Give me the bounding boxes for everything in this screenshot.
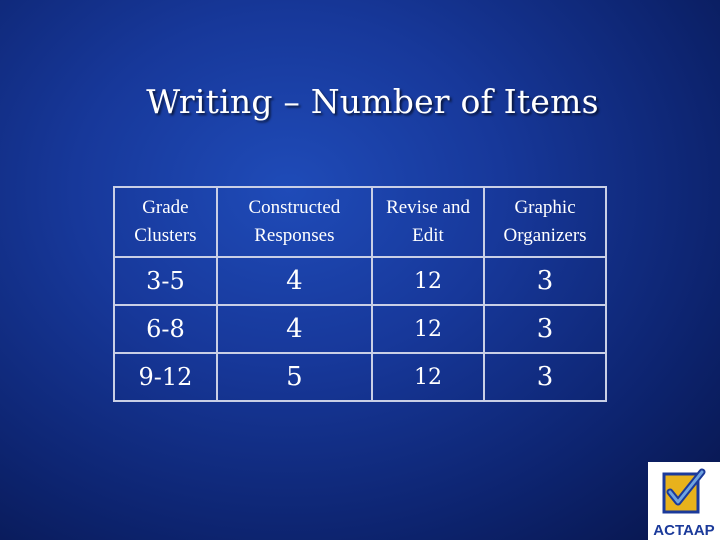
header-line: Responses	[254, 225, 335, 246]
cell-revise-and-edit: 12	[372, 353, 484, 401]
header-line: Revise and	[386, 196, 470, 218]
header-line: Grade	[142, 196, 189, 218]
table-header-row	[114, 187, 606, 257]
checkmark-icon	[658, 468, 710, 520]
cell-graphic-organizers: 3	[484, 353, 606, 401]
cell-grade: 9-12	[114, 353, 217, 401]
header-line: Graphic	[514, 196, 576, 218]
actaap-logo	[648, 462, 720, 540]
cell-graphic-organizers: 3	[484, 305, 606, 353]
cell-graphic-organizers: 3	[484, 257, 606, 305]
cell-revise-and-edit: 12	[372, 305, 484, 353]
cell-grade: 6-8	[114, 305, 217, 353]
table-row	[114, 257, 606, 305]
cell-constructed-responses: 4	[217, 257, 372, 305]
header-grade-clusters	[114, 187, 217, 257]
cell-revise-and-edit: 12	[372, 257, 484, 305]
logo-text: ACTAAP	[653, 522, 715, 539]
header-line: Clusters	[134, 225, 197, 246]
slide-title: Writing – Number of Items	[146, 82, 599, 121]
header-line: Constructed	[248, 196, 341, 218]
table-row	[114, 305, 606, 353]
header-graphic-organizers	[484, 187, 606, 257]
header-line: Edit	[412, 225, 444, 246]
cell-constructed-responses: 5	[217, 353, 372, 401]
header-constructed-responses	[217, 187, 372, 257]
cell-grade: 3-5	[114, 257, 217, 305]
cell-constructed-responses: 4	[217, 305, 372, 353]
items-table	[113, 186, 607, 402]
header-line: Organizers	[503, 225, 587, 246]
table-row	[114, 353, 606, 401]
header-revise-and-edit	[372, 187, 484, 257]
